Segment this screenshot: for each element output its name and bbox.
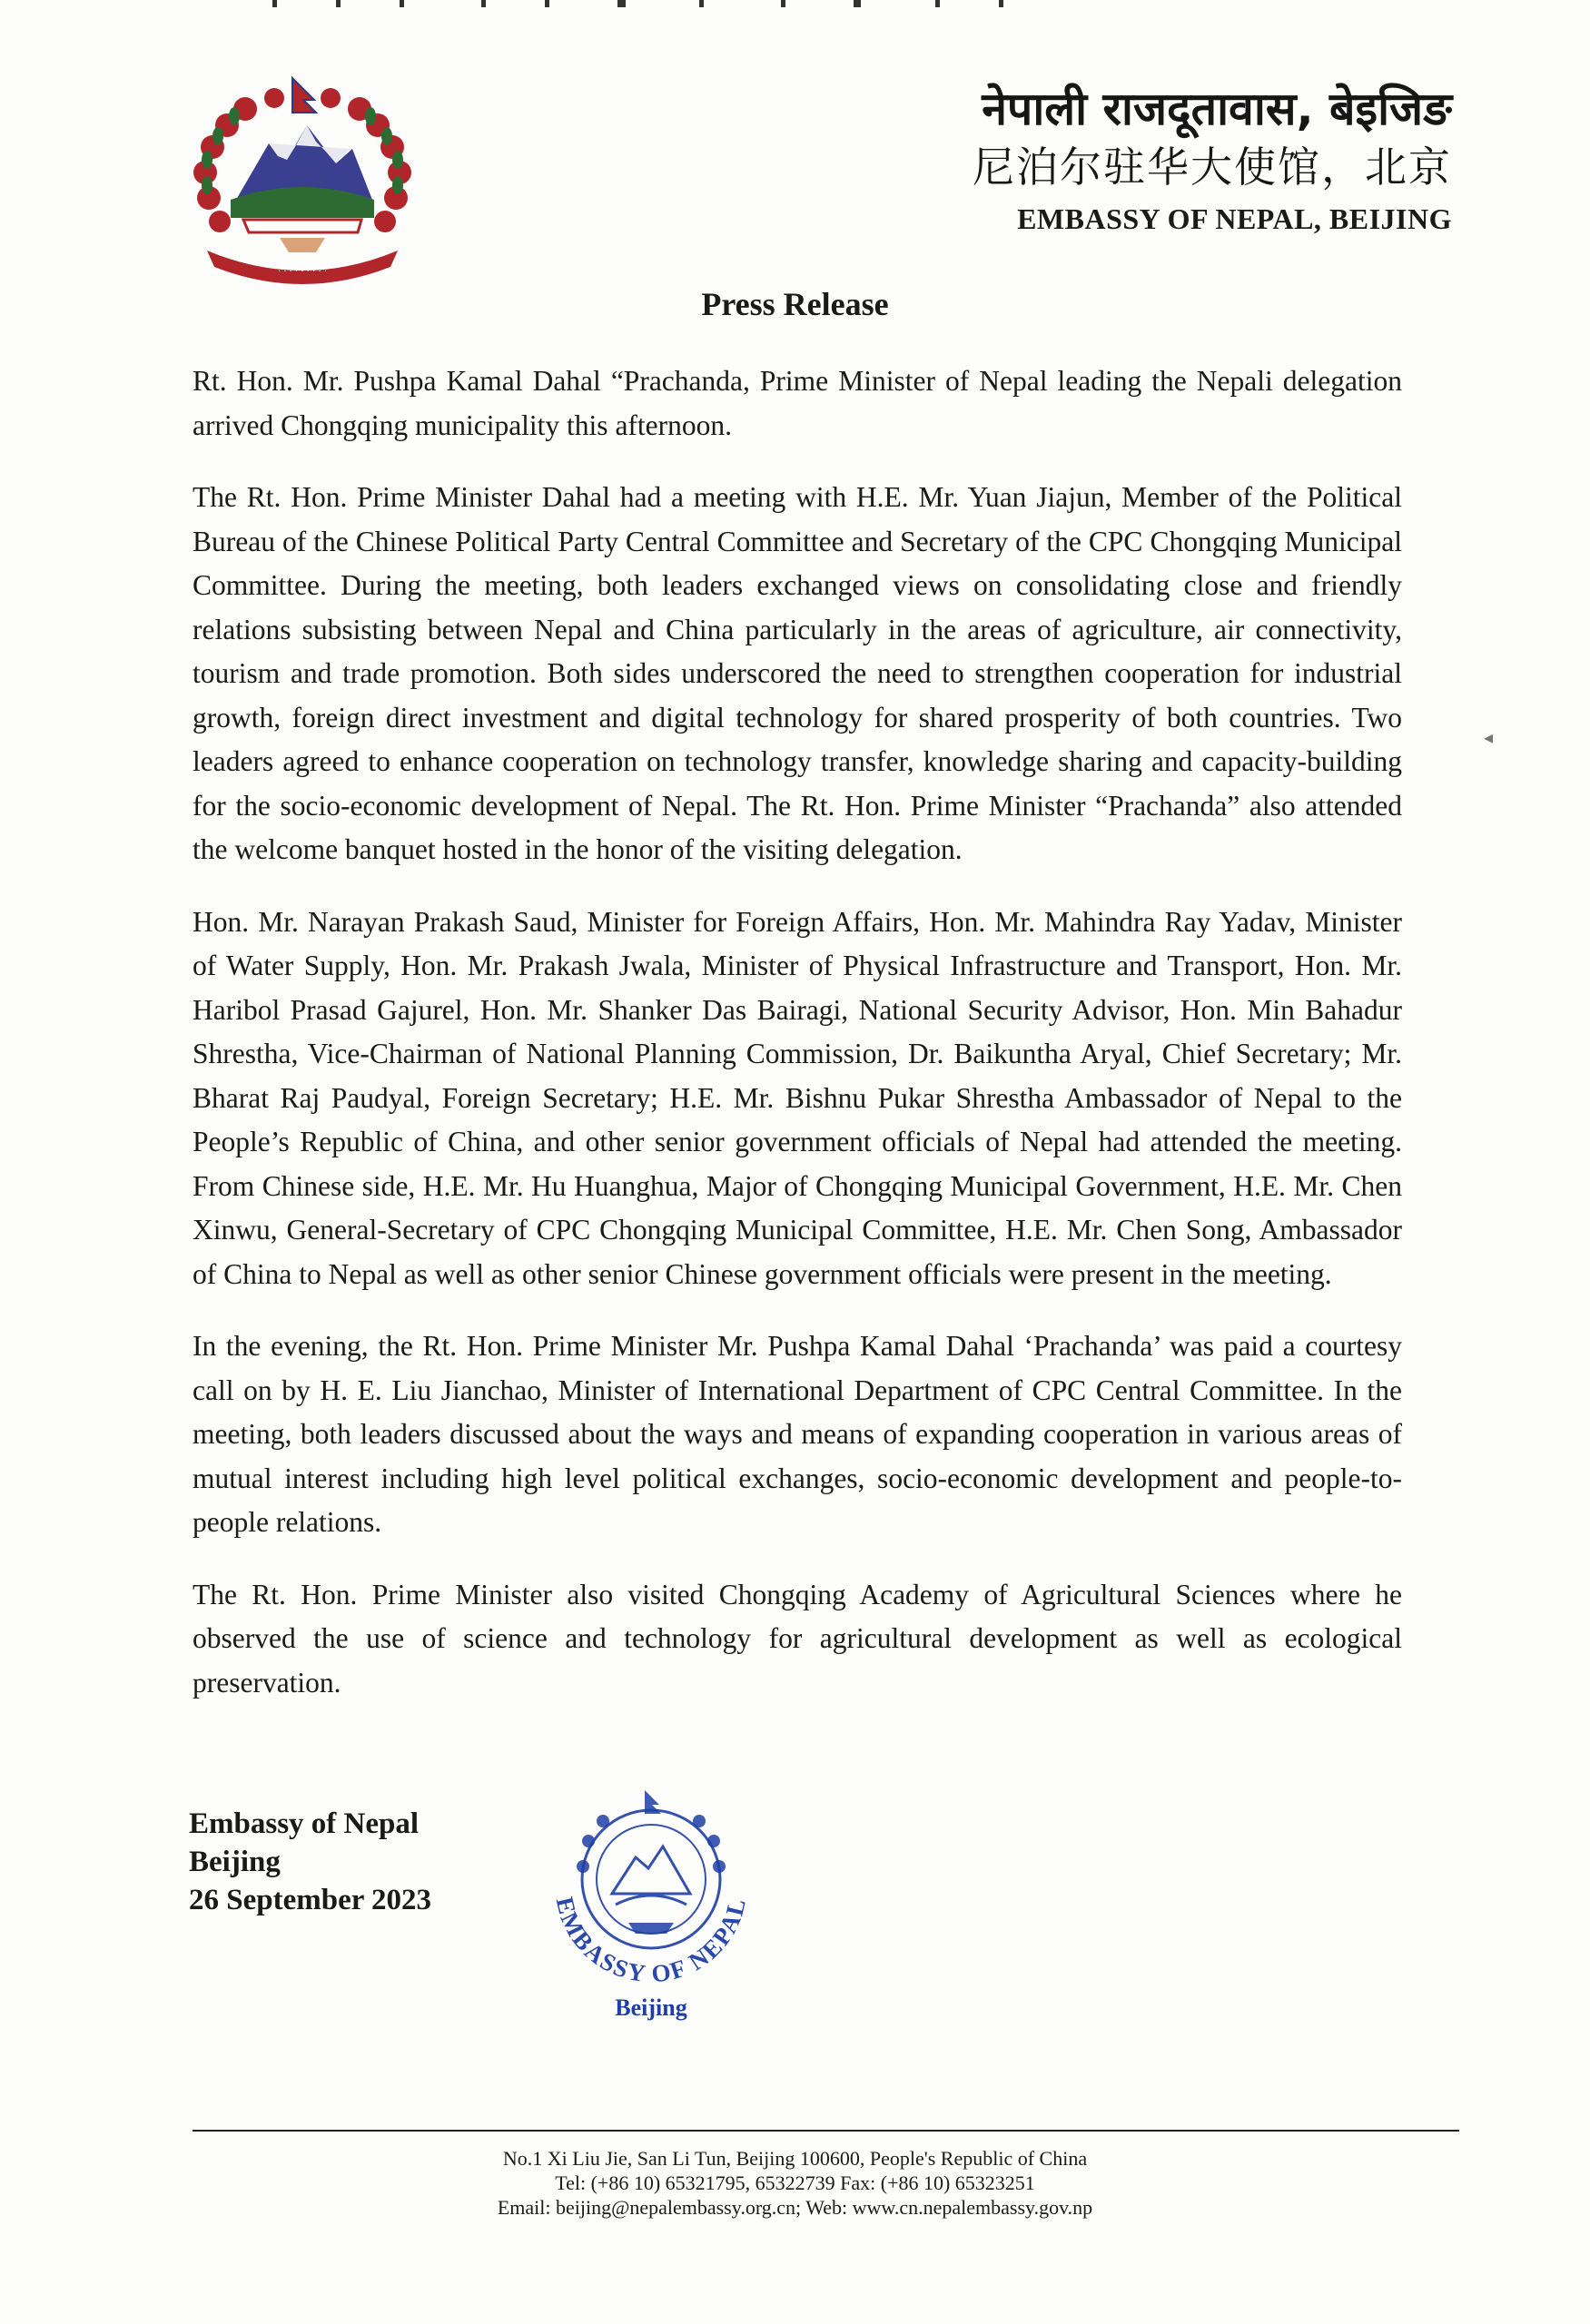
svg-text:· · · · · · · · ·: · · · · · · · · ·: [277, 267, 328, 277]
paragraph-5: The Rt. Hon. Prime Minister also visited Chongqing Academy of Agricultural Sciences where he observed the use of science and technology for agricultural development as well as ecological preservation.: [193, 1578, 1402, 1699]
footer-phone: Tel: (+86 10) 65321795, 65322739 Fax: (+86 10) 65323251: [555, 2171, 1035, 2194]
top-edge-marks: [272, 0, 1017, 7]
signature-city: Beijing: [189, 1846, 281, 1878]
seal-city: Beijing: [615, 1994, 687, 2021]
embassy-seal-stamp: [528, 1777, 774, 2032]
svg-text:EMBASSY OF NEPAL: [551, 1895, 752, 1988]
letterhead: [973, 80, 1452, 241]
signature-block: [189, 1805, 431, 1919]
scan-speck: ◂: [1484, 728, 1494, 748]
paragraph-1: Rt. Hon. Mr. Pushpa Kamal Dahal “Prachanda, Prime Minister of Nepal leading the Nepali delegation arrived Chongqing municipality this afternoon.: [193, 365, 1402, 441]
nepal-coat-of-arms-icon: [180, 73, 425, 290]
footer-address: No.1 Xi Liu Jie, San Li Tun, Beijing 100600, People's Republic of China: [502, 2147, 1088, 2170]
seal-arc-text: EMBASSY OF NEPAL: [550, 1894, 752, 1988]
letterhead-footer: [0, 2146, 1590, 2220]
paragraph-3: Hon. Mr. Narayan Prakash Saud, Minister for Foreign Affairs, Hon. Mr. Mahindra Ray Yadav, Minister of Water Supply, Hon. Mr. Prakash Jwala, Minister of Physical Infrastructure and Transport, Hon. Mr. Haribol Prasad Gajurel, Hon. Mr. Shanker Das Bairagi, National Security Advisor, Hon. Min Bahadur Shrestha, Vice-Chairman of National Planning Commission, Dr. Baikuntha Aryal, Chief Secretary; Mr. Bharat Raj Paudyal, Foreign Secretary; H.E. Mr. Bishnu Pukar Shrestha Ambassador of Nepal to the People’s Republic of China, and other senior government officials of Nepal had attended the meeting. From Chinese side, H.E. Mr. Hu Huanghua, Major of Chongqing Municipal Government, H.E. Mr. Chen Xinwu, General-Secretary of CPC Chongqing Municipal Committee, H.E. Mr. Chen Song, Ambassador of China to Nepal as well as other senior Chinese government officials were present in the meeting.: [193, 905, 1402, 1290]
letterhead-chinese-title: 尼泊尔驻华大使馆，北京: [973, 143, 1452, 192]
footer-contact: Email: beijing@nepalembassy.org.cn; Web: www.cn.nepalembassy.gov.np: [497, 2196, 1093, 2219]
letterhead-nepali-title: नेपाली राजदूतावास, बेइजिङ: [982, 83, 1452, 135]
paragraph-2: The Rt. Hon. Prime Minister Dahal had a meeting with H.E. Mr. Yuan Jiajun, Member of the Political Bureau of the Chinese Political Party Central Committee and Secretary of the CPC Chongqing Municipal Committee. During the meeting, both leaders exchanged views on consolidating close and friendly relations subsisting between Nepal and China particularly in the areas of agriculture, air connectivity, tourism and trade promotion. Both sides underscored the need to strengthen cooperation for industrial growth, foreign direct investment and digital technology for shared prosperity of both countries. Two leaders agreed to enhance cooperation on technology transfer, knowledge sharing and capacity-building for the socio-economic development of Nepal. The Rt. Hon. Prime Minister “Prachanda” also attended the welcome banquet hosted in the honor of the visiting delegation.: [193, 481, 1402, 865]
paragraph-4: In the evening, the Rt. Hon. Prime Minister Mr. Pushpa Kamal Dahal ‘Prachanda’ was paid a courtesy call on by H. E. Liu Jianchao, Minister of International Department of CPC Central Committee. In the meeting, both leaders discussed about the ways and means of expanding cooperation in various areas of mutual interest including high level political exchanges, socio-economic development and people-to-people relations.: [193, 1330, 1402, 1538]
signature-date: 26 September 2023: [189, 1884, 432, 1916]
document-title: Press Release: [701, 286, 889, 322]
document-body: [193, 359, 1402, 1733]
letterhead-english-title: EMBASSY OF NEPAL, BEIJING: [1017, 202, 1452, 235]
footer-divider: [193, 2130, 1459, 2132]
signature-organization: Embassy of Nepal: [189, 1807, 420, 1840]
